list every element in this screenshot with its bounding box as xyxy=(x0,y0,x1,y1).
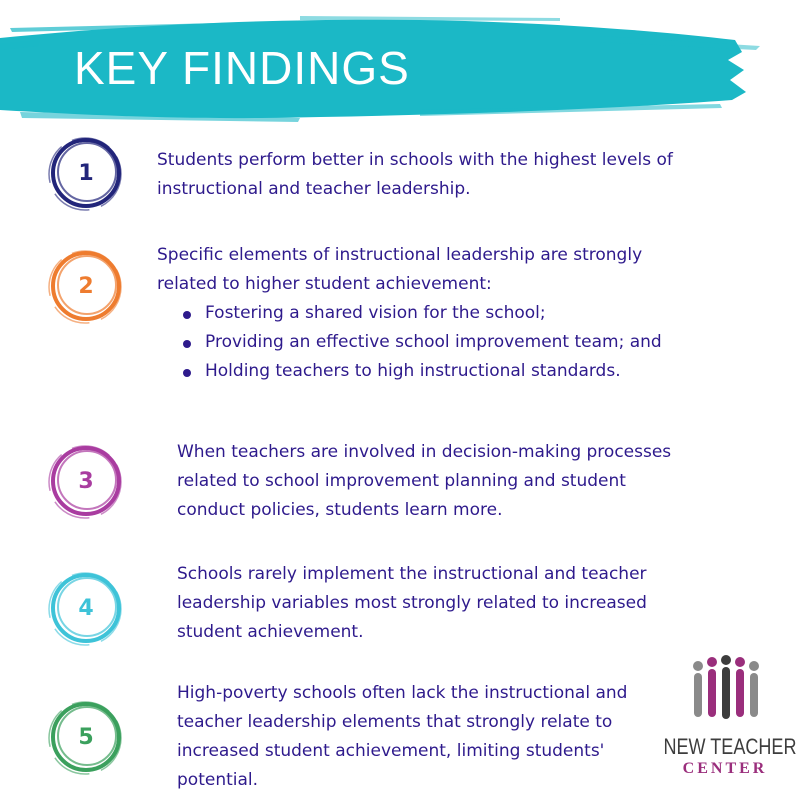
finding-number: 1 xyxy=(78,160,94,186)
finding-4-text: Schools rarely implement the instructional and teacher leadership variables most strongly related to increased student achievement. xyxy=(177,564,647,642)
finding-3-text: When teachers are involved in decision-making processes related to school improvement planning and student conduct policies, students learn more. xyxy=(177,442,672,520)
finding-1-text: Students perform better in schools with the highest levels of instructional and teacher leadership. xyxy=(157,150,673,199)
finding-5-text: High-poverty schools often lack the instructional and teacher leadership elements that strongly relate to increased student achievement, limiting students' potential. xyxy=(177,683,628,790)
finding-number: 5 xyxy=(78,724,94,750)
finding-5-number-badge xyxy=(44,695,128,779)
finding-3-number-badge xyxy=(44,439,128,523)
finding-2-text: Specific elements of instructional leadership are strongly related to higher student achievement: xyxy=(157,245,643,294)
bullet-item: Holding teachers to high instructional standards. xyxy=(177,357,697,386)
finding-number: 3 xyxy=(78,468,94,494)
finding-2-number-badge xyxy=(44,244,128,328)
bullet-item: Providing an effective school improvement team; and xyxy=(177,328,697,357)
finding-number: 4 xyxy=(78,595,94,621)
logo-subtitle: CENTER xyxy=(682,760,768,777)
logo-name: NEW TEACHER xyxy=(663,734,797,759)
finding-number: 2 xyxy=(78,273,94,299)
header-banner xyxy=(0,0,800,130)
finding-2-bullet-list xyxy=(157,299,697,386)
page-title: KEY FINDINGS xyxy=(74,42,410,94)
bullet-item: Fostering a shared vision for the school; xyxy=(177,299,697,328)
people-figures-icon xyxy=(650,652,800,732)
new-teacher-center-logo xyxy=(650,652,800,792)
finding-2-block xyxy=(157,241,697,386)
finding-1-number-badge xyxy=(44,131,128,215)
finding-4-number-badge xyxy=(44,566,128,650)
